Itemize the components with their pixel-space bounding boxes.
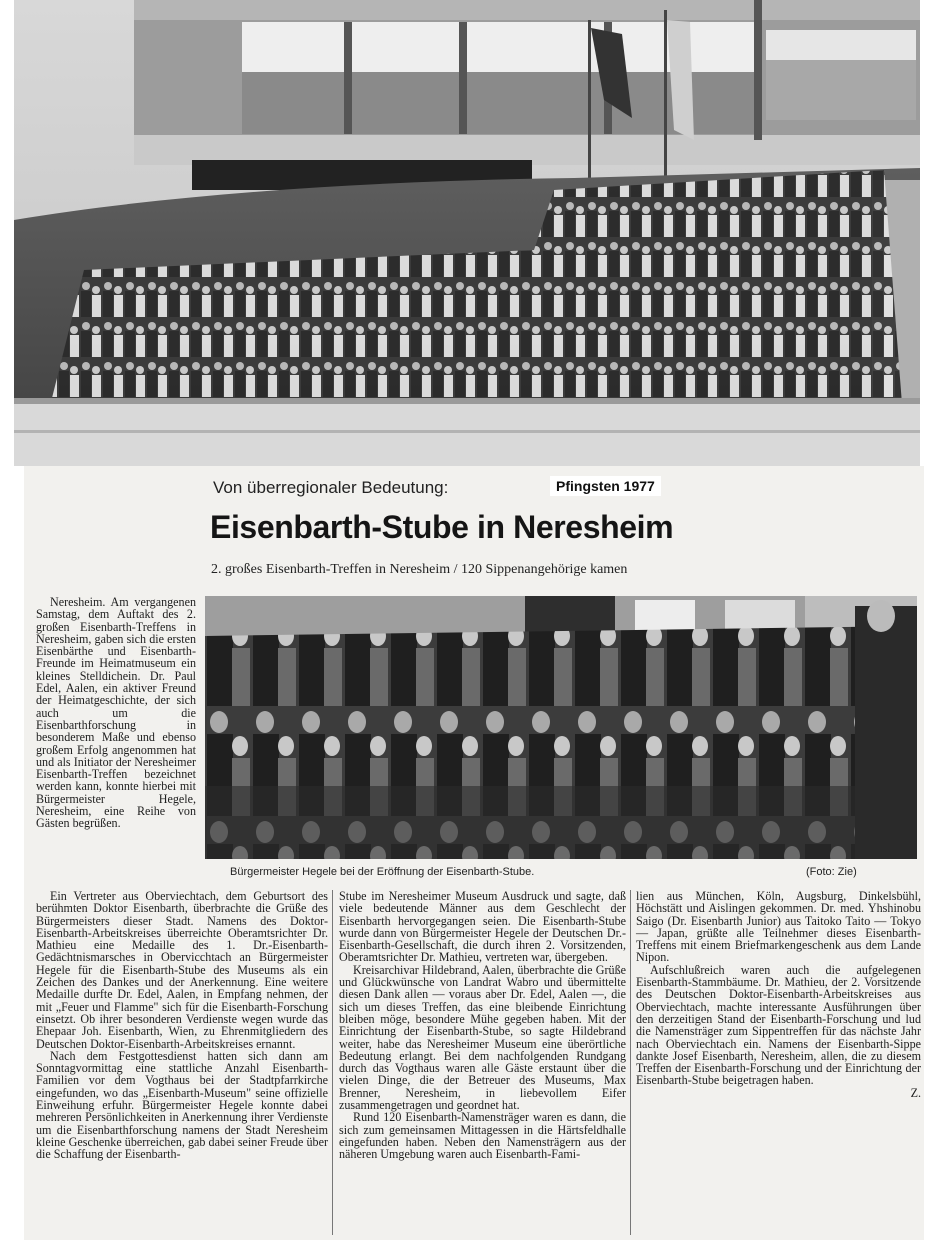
article-subhead: 2. großes Eisenbarth-Treffen in Neresheim / 120 Sippenangehörige kamen xyxy=(211,562,628,577)
group-photo xyxy=(14,0,920,466)
body-column-1 xyxy=(36,890,328,1161)
column-divider xyxy=(332,890,333,1235)
column3-paragraph-1: lien aus München, Köln, Augsburg, Dinkelsbühl, Höchstätt und Aislingen gekommen. Dr. med. Yhshinobu Saigo (Dr. Eisenbarth Junior) aus Taitoko Taito — Tokyo — Japan, grüßte alle Teilnehmer dieses Eisenbarth-Treffens mit einem Briefmarkengeschenk aus dem Lande Nipon. xyxy=(636,889,921,965)
column2-paragraph-3: Rund 120 Eisenbarth-Namensträger waren es dann, die sich zum gemeinsamen Mittagessen in die Härtsfeldhalle eingefunden haben. Neben den Namensträgern aus der näheren Umgebung waren auch Eisenbarth-Fami- xyxy=(339,1110,626,1162)
article-headline: Eisenbarth-Stube in Neresheim xyxy=(210,509,674,545)
column3-paragraph-2: Aufschlußreich waren auch die aufgelegenen Eisenbarth-Stammbäume. Dr. Mathieu, der 2. Vorsitzende des Deutschen Doktor-Eisenbarth-Arbeitskreises aus Oberviechtach, machte interessante Ausführungen über den derzeitigen Stand der Eisenbarth-Forschung und lud die Namensträger zum Sippentreffen für das nächste Jahr nach Oberviechtach ein. Namens der Eisenbarth-Sippe dankte Josef Eisenbarth, Neresheim, allen, die zu diesem Treffen der Eisenbarth-Forschung und der Einrichtung der Eisenbarth-Stube beigetragen haben. xyxy=(636,962,921,1088)
article-kicker: Von überregionaler Bedeutung: xyxy=(213,478,449,497)
column2-paragraph-2: Kreisarchivar Hildebrand, Aalen, überbrachte die Grüße und Glückwünsche von Landrat Wabro und übermittelte diesen Dank allen — voraus aber Dr. Edel, Aalen —, die sich um dieses Treffen, das eine bleibende Einrichtung bleiben möge, besondere Mühe gegeben haben. Mit der Einrichtung der Eisenbarth-Stube, so sagte Hildebrand weiter, habe das Neresheimer Museum eine überörtliche Bedeutung erlangt. Bei dem nachfolgenden Rundgang durch das Vogthaus waren alle Gäste erstaunt über die vielen Dinge, die der Betreuer des Museums, Max Brenner, Neresheim, in liebevollem Eifer zusammengetragen und geordnet hat. xyxy=(339,962,626,1113)
photo-credit: (Foto: Zie) xyxy=(806,866,857,878)
date-tag: Pfingsten 1977 xyxy=(550,476,661,496)
photo-caption: Bürgermeister Hegele bei der Eröffnung der Eisenbarth-Stube. xyxy=(230,866,535,878)
body-column-3 xyxy=(636,890,921,1099)
author-signoff: Z. xyxy=(910,1085,921,1100)
body-column-2 xyxy=(339,890,626,1161)
column1-paragraph-2: Nach dem Festgottesdienst hatten sich dann am Sonntagvormittag eine stattliche Anzahl Eisenbarth-Familien vor dem Vogthaus bei der Stadtpfarrkirche eingefunden, wo das „Eisenbarth-Museum" seine offizielle Einweihung erfuhr. Bürgermeister Hegele konnte dabei mehreren Persönlichkeiten in Anerkennung ihrer Verdienste um die Eisenbarthforschung namens der Stadt Neresheim kleine Geschenke überreichen, gab dabei seiner Freude über die Schaffung der Eisenbarth- xyxy=(36,1048,328,1162)
intro-paragraph: Neresheim. Am vergangenen Samstag, dem Auftakt des 2. großen Eisenbarth-Treffens in Neresheim, gaben sich die ersten Eisenbärthe und Eisenbarth-Freunde im Heimatmuseum ein kleines Stelldichein. Dr. Paul Edel, Aalen, ein aktiver Freund der Heimatgeschichte, der sich auch um die Eisenbarthforschung in besonderem Maße und ebenso großem Erfolg angenommen hat und als Initiator der Neresheimer Eisenbarth-Treffen bezeichnet werden kann, konnte hierbei mit Bürgermeister Hegele, Neresheim, eine Reihe von Gästen begrüßen. xyxy=(36,595,196,831)
column-divider xyxy=(630,890,631,1235)
event-photo xyxy=(205,596,917,859)
intro-column xyxy=(36,596,196,830)
column2-paragraph-1: Stube im Neresheimer Museum Ausdruck und sagte, daß viele bedeutende Männer aus dem Geschlecht der Eisenbarth hervorgegangen seien. Die Eisenbarth-Stube wurde dann von Bürgermeister Hegele der Deutschen Dr.-Eisenbarth-Gesellschaft, die durch ihren 2. Vorsitzenden, Oberamtsrichter Dr. Mathieu, vertreten war, übergeben. xyxy=(339,889,626,965)
column1-paragraph-1: Ein Vertreter aus Oberviechtach, dem Geburtsort des berühmten Doktor Eisenbarth, überbrachte die Grüße des Bürgermeisters dieser Stadt. Namens des Doktor-Eisenbarth-Arbeitskreises überreichte Oberamtsrichter Dr. Mathieu eine Medaille des 1. Dr.-Eisenbarth-Gedächtnismarsches in Obervicchtach an Bürgermeister Hegele für die Eisenbarth-Stube des Museums als ein Zeichen des Dankes und der Anerkennung. Eine weitere Medaille durfte Dr. Edel, Aalen, in Empfang nehmen, der mit „Feuer und Flamme" sich für die Eisenbarth-Forschung einsetzt. Ob ihrer besonderen Verdienste wegen wurde das Ehepaar Joh. Eisenbarth, Wien, zu Ehrenmitgliedern des Deutschen Doktor-Eisenbarth-Arbeitskreises ernannt. xyxy=(36,889,328,1051)
